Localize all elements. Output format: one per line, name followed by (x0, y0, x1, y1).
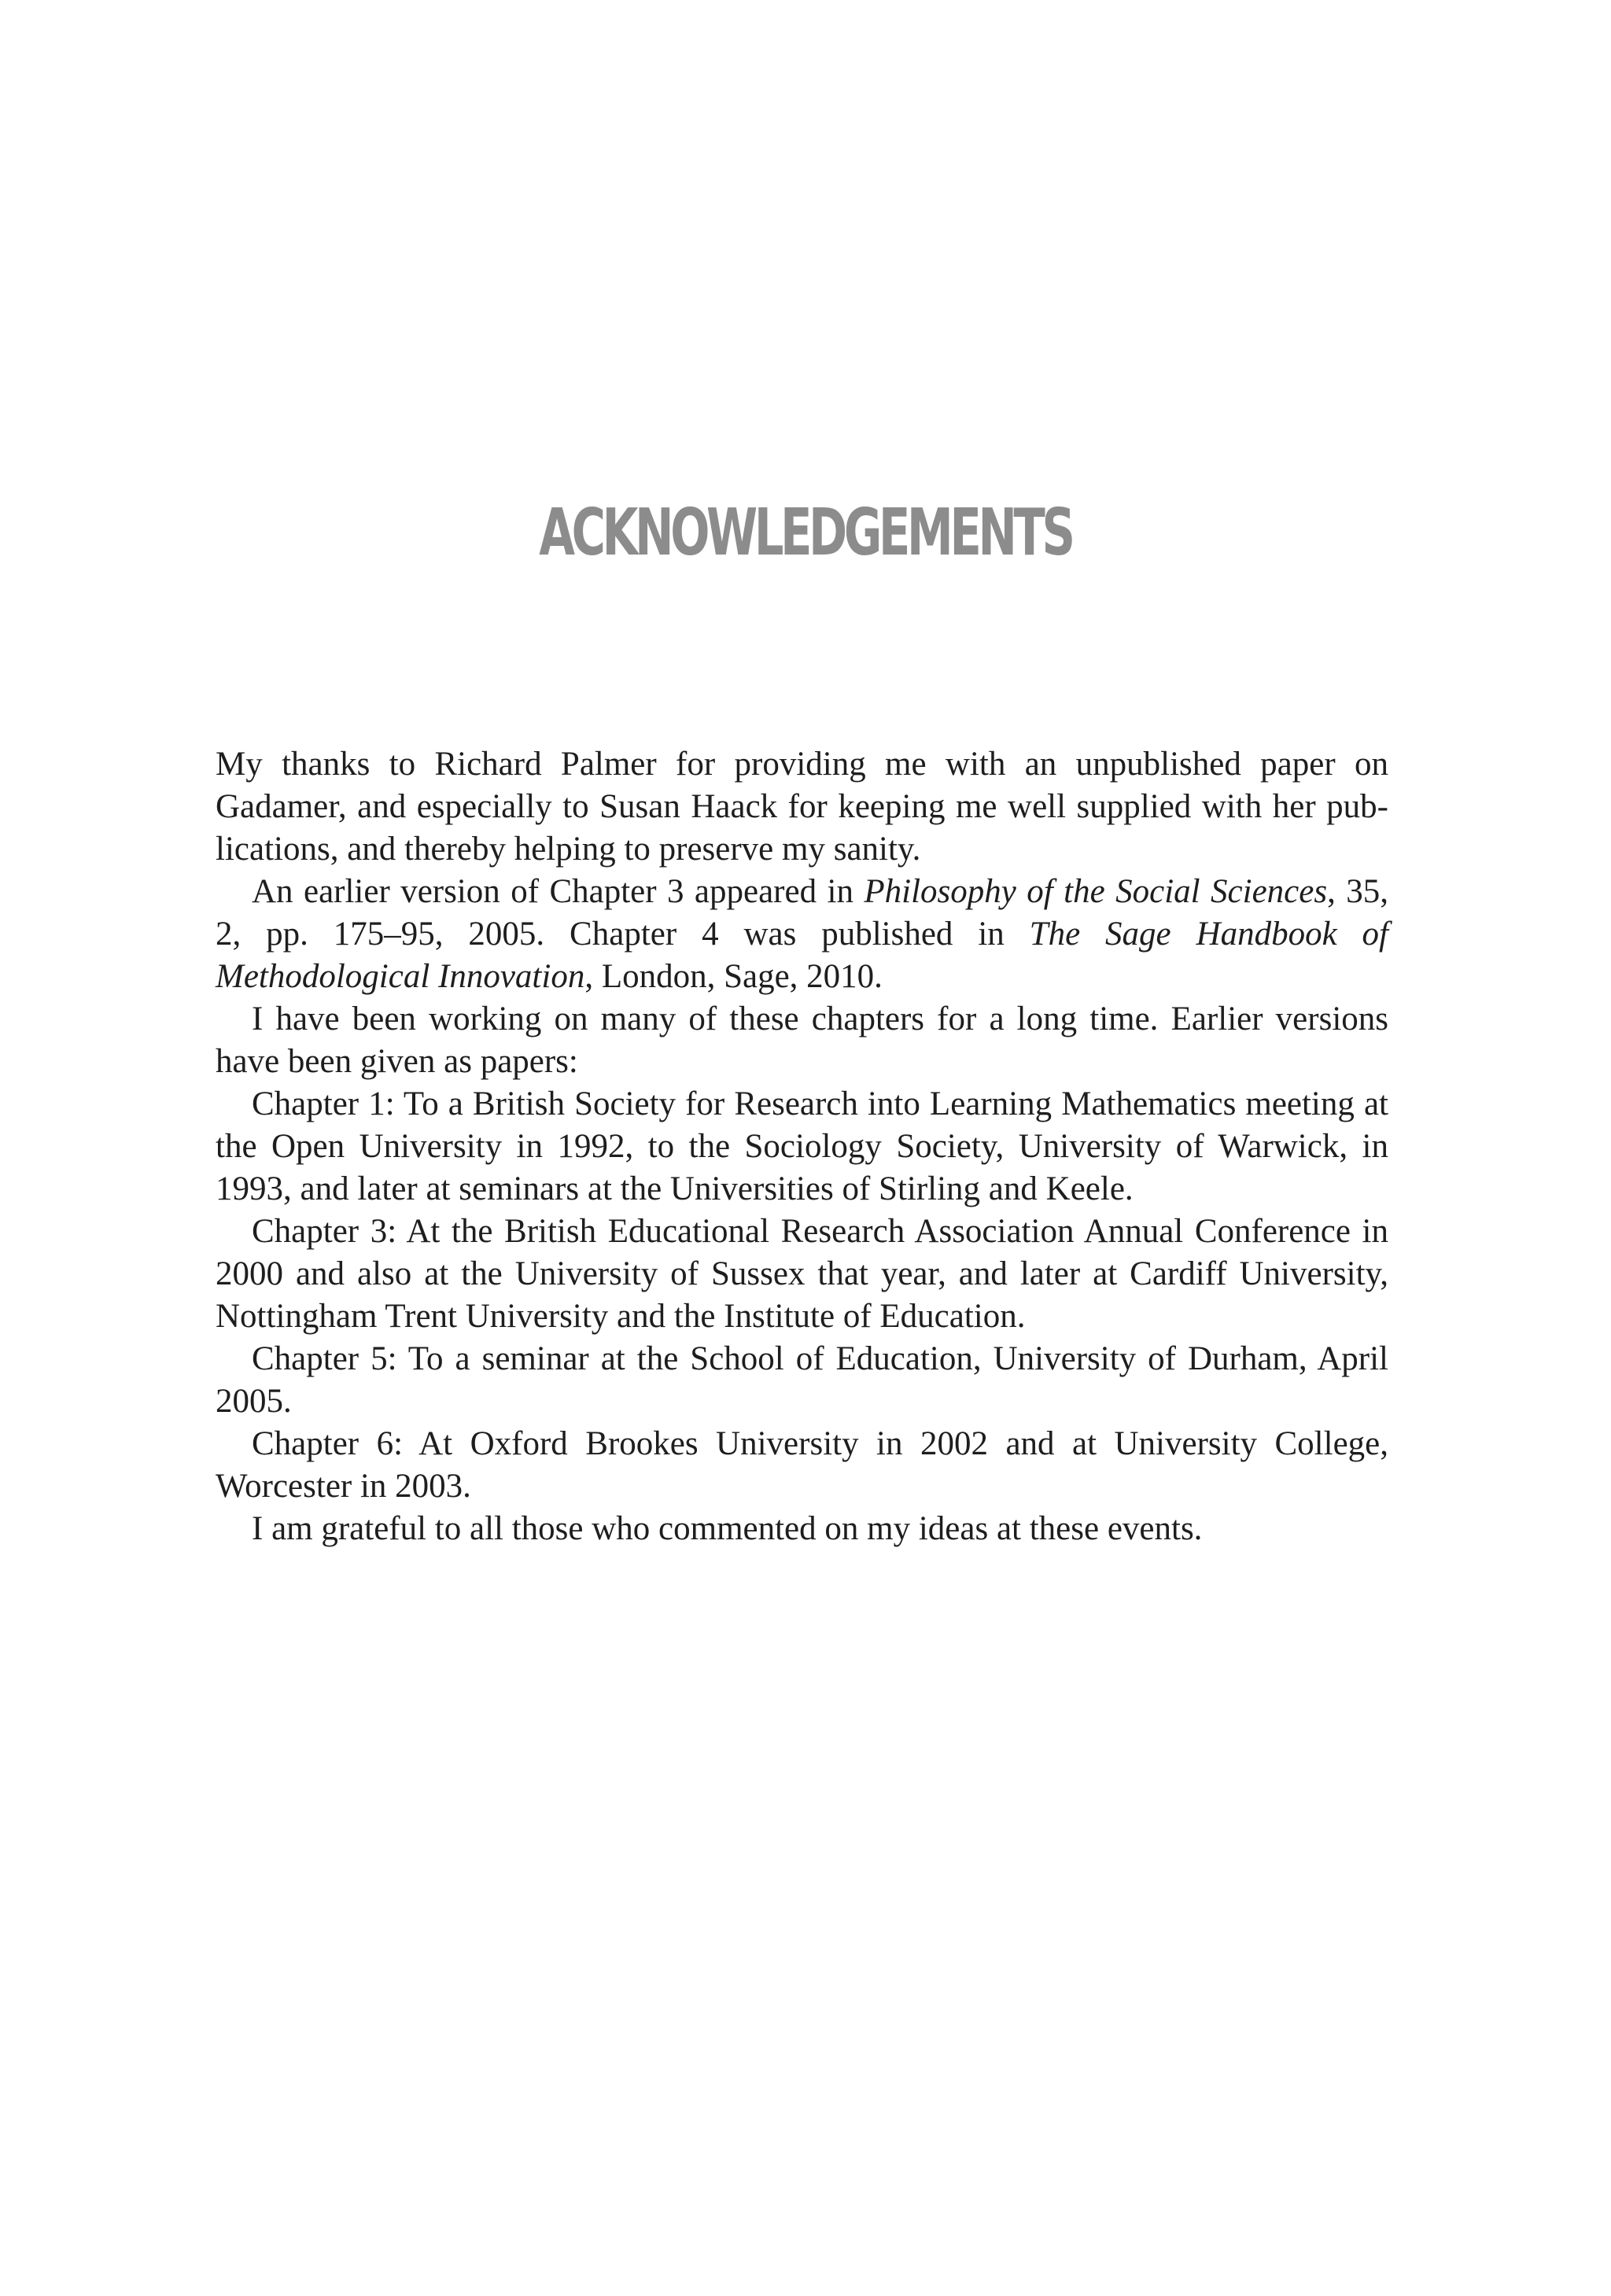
paragraph-text: An earlier version of Chapter 3 appeared in (252, 873, 864, 910)
paragraph-earlier-versions (216, 871, 1388, 998)
book-title: The Sage Handbook of Methodological Innovation (216, 916, 1388, 995)
paragraph-grateful (216, 1508, 1388, 1550)
paragraph-chapter-1 (216, 1083, 1388, 1211)
paragraph-text: Chapter 3: At the British Educational Research Association Annual Conference in 2000 and also at the University of Sussex that year, and later at Cardiff University, Nottingham Trent University and the Institute of Education. (216, 1213, 1388, 1335)
paragraph-text: My thanks to Richard Palmer for providing me with an unpublished paper on Gadamer, and especially to Susan Haack for keeping me well supplied with her publications, and thereby helping to preserve my sanity. (216, 746, 1388, 868)
body-text (216, 743, 1388, 1550)
paragraph-text: Chapter 5: To a seminar at the School of Education, University of Durham, April 2005. (216, 1340, 1388, 1420)
paragraph-text: , 35, 2, pp. 175–95, 2005. Chapter 4 was published in (216, 873, 1388, 953)
paragraph-text: I am grateful to all those who commented on my ideas at these events. (252, 1510, 1203, 1547)
page-title: ACKNOWLEDGEMENTS (539, 496, 1072, 570)
paragraph-text: I have been working on many of these chapters for a long time. Earlier versions have been given as papers: (216, 1001, 1388, 1080)
paragraph-text: Chapter 6: At Oxford Brookes University in 2002 and at University College, Worcester in 2003. (216, 1425, 1388, 1505)
paragraph-working (216, 998, 1388, 1083)
paragraph-chapter-6 (216, 1423, 1388, 1508)
paragraph-text: , London, Sage, 2010. (584, 958, 883, 995)
paragraph-chapter-5 (216, 1338, 1388, 1423)
paragraph-text: Chapter 1: To a British Society for Research into Learning Mathematics meeting at the Open University in 1992, to the Sociology Society, University of Warwick, in 1993, and later at seminars at the Universities of Stirling and Keele. (216, 1085, 1388, 1207)
journal-title: Philosophy of the Social Sciences (864, 873, 1328, 910)
paragraph-chapter-3 (216, 1211, 1388, 1338)
paragraph-thanks (216, 743, 1388, 871)
